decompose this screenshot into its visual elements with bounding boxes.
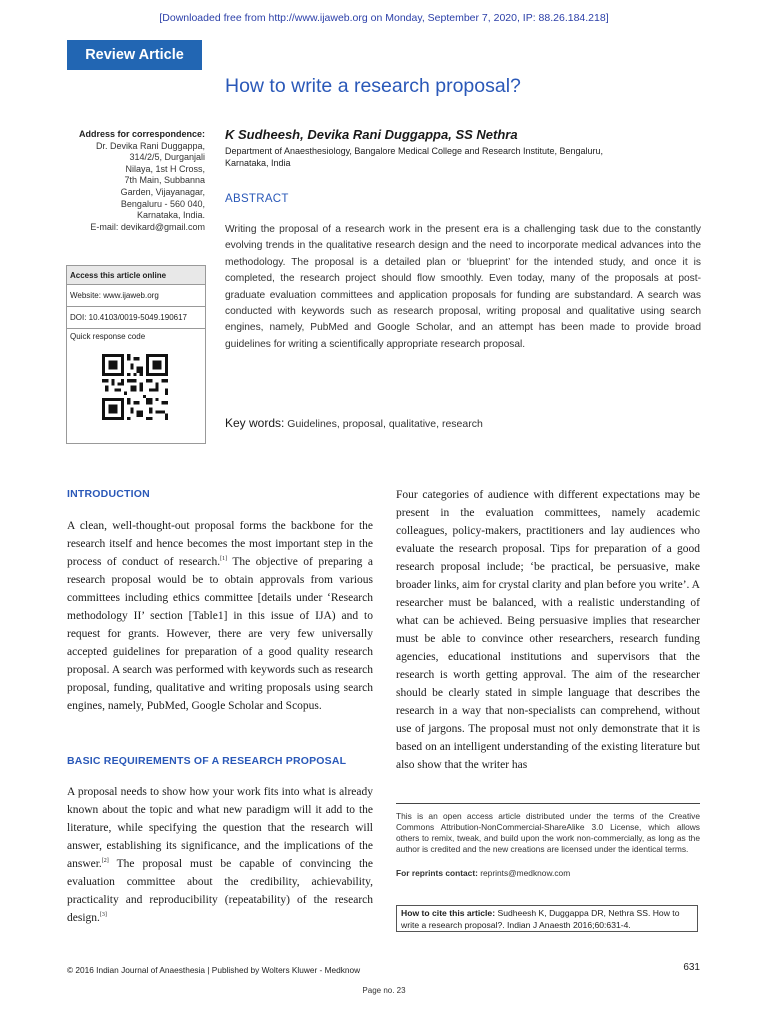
correspondence-label: Address for correspondence:	[78, 129, 205, 139]
reference-marker[interactable]: [1]	[220, 556, 228, 563]
address-line: Nilaya, 1st H Cross,	[125, 163, 205, 174]
address-line: Garden, Vijayanagar,	[120, 186, 205, 197]
page-number: 631	[683, 962, 700, 973]
abstract-text: Writing the proposal of a research work in the present era is a challenging task due to the constantly evolving trends in the qualitative research design and the need to incorporate medical advances into the methodology. The proposal is a detailed plan or ‘blueprint’ for the intended study, and once it is completed, the research project should flow smoothly. Even today, many of the proposals at post-graduate evaluation committees and application proposals for funding are substandard. A search was conducted with keywords such as research proposal, writing proposal and qualitative using search engines, namely, PubMed and Google Scholar, and an attempt has been made to provide broad guidelines for writing a scientifically appropriate research proposal.	[225, 224, 701, 350]
introduction-heading: INTRODUCTION	[67, 488, 150, 500]
doi-link[interactable]: DOI: 10.4103/0019-5049.190617	[67, 307, 205, 329]
download-banner: [Downloaded free from http://www.ijaweb.org on Monday, September 7, 2020, IP: 88.26.184.218]	[159, 12, 609, 24]
reference-marker[interactable]: [2]	[101, 858, 109, 865]
website-link[interactable]: Website: www.ijaweb.org	[67, 285, 205, 307]
right-column-text: Four categories of audience with different expectations may be present in the evaluation committees, namely academic colleagues, policy-makers, practitioners and lay audiences who evaluate the research proposal. Tips for preparation of a good research proposal include; ‘be practical, be persuasive, make broader links, aim for crystal clarity and plan before you write’. A researcher must be balanced, with a realistic understanding of what can be achieved. Being persuasive implies that researcher must be able to convince other researchers, research funding agencies, educational institutions and supervisors that the research is worth getting approval. The aim of the researcher should be clearly stated in simple language that describes the research in a way that non-specialists can comprehend, without use of jargons. The proposal must not only demonstrate that it is based on an intelligent understanding of the existing literature but also show that the writer has	[396, 489, 700, 771]
keywords-label: Key words:	[225, 416, 285, 430]
citation-box	[396, 905, 698, 932]
author-list: K Sudheesh, Devika Rani Duggappa, SS Nethra	[225, 127, 518, 142]
introduction-text	[67, 517, 373, 715]
address-line: 7th Main, Subbanna	[124, 175, 205, 186]
reprints-email[interactable]: reprints@medknow.com	[480, 868, 571, 878]
access-header: Access this article online	[67, 266, 205, 285]
access-online-box	[66, 265, 206, 444]
reference-marker[interactable]: [3]	[99, 912, 107, 919]
introduction-paragraph-part1: A clean, well-thought-out proposal forms the backbone for the research itself and hence becomes the most important step in the process of conduct of research.	[67, 520, 373, 568]
page-counter: Page no. 23	[362, 986, 406, 995]
citation-text: Sudheesh K, Duggappa DR, Nethra SS. How to write a research proposal?. Indian J Anaesth 2016;60:631-4.	[401, 908, 680, 930]
journal-footer: © 2016 Indian Journal of Anaesthesia | Published by Wolters Kluwer - Medknow	[67, 965, 361, 975]
affiliation: Department of Anaesthesiology, Bangalore Medical College and Research Institute, Bengaluru, Karnataka, India	[225, 146, 604, 168]
address-line: Karnataka, India.	[136, 210, 205, 221]
keywords-value: Guidelines, proposal, qualitative, research	[287, 418, 483, 430]
reprints-contact	[396, 868, 570, 878]
correspondence-address	[40, 129, 205, 233]
basic-paragraph-part2: The proposal must be capable of convincing the evaluation committee about the credibility, achievability, practicality and reproducibility (repeatability) of the research design.	[67, 858, 373, 924]
address-line: 314/2/5, Durganjali	[129, 152, 205, 163]
address-line: Bengaluru - 560 040,	[120, 198, 205, 209]
basic-paragraph-part1: A proposal needs to show how your work fits into what is already known about the topic and what new paradigm will it add to the literature, while specifying the question that the research will answer, establishing its significance, and the implications of the answer.	[67, 786, 373, 870]
article-type-badge: Review Article	[67, 40, 202, 70]
introduction-paragraph-part2: The objective of preparing a research proposal would be to obtain approvals from various committees including ethics committee [details under ‘Research methodology II’ section [Table1] in this issue of IJA) and to request for grants. However, there are very few universally accepted guidelines for preparation of a good quality research proposal. A search was performed with keywords such as research proposal, funding, qualitative and writing proposals using search engines, namely, PubMed, Google Scholar and Scopus.	[67, 556, 373, 712]
article-title: How to write a research proposal?	[225, 75, 521, 97]
address-line: Dr. Devika Rani Duggappa,	[95, 140, 205, 151]
qr-label: Quick response code	[70, 332, 146, 341]
abstract-heading: ABSTRACT	[225, 193, 289, 205]
footnote-divider	[396, 803, 700, 804]
basic-requirements-heading: BASIC REQUIREMENTS OF A RESEARCH PROPOSAL	[67, 755, 347, 767]
reprints-label: For reprints contact:	[396, 868, 478, 878]
citation-label: How to cite this article:	[401, 908, 496, 918]
address-email: E-mail: devikard@gmail.com	[90, 221, 205, 232]
license-note: This is an open access article distributed under the terms of the Creative Commons Attribution-NonCommercial-ShareAlike 3.0 License, which allows others to remix, tweak, and build upon the work non-commercially, as long as the author is credited and the new creations are licensed under the identical terms.	[396, 811, 700, 854]
basic-requirements-text	[67, 783, 373, 927]
keywords	[225, 416, 483, 430]
qr-code-icon	[102, 354, 168, 420]
